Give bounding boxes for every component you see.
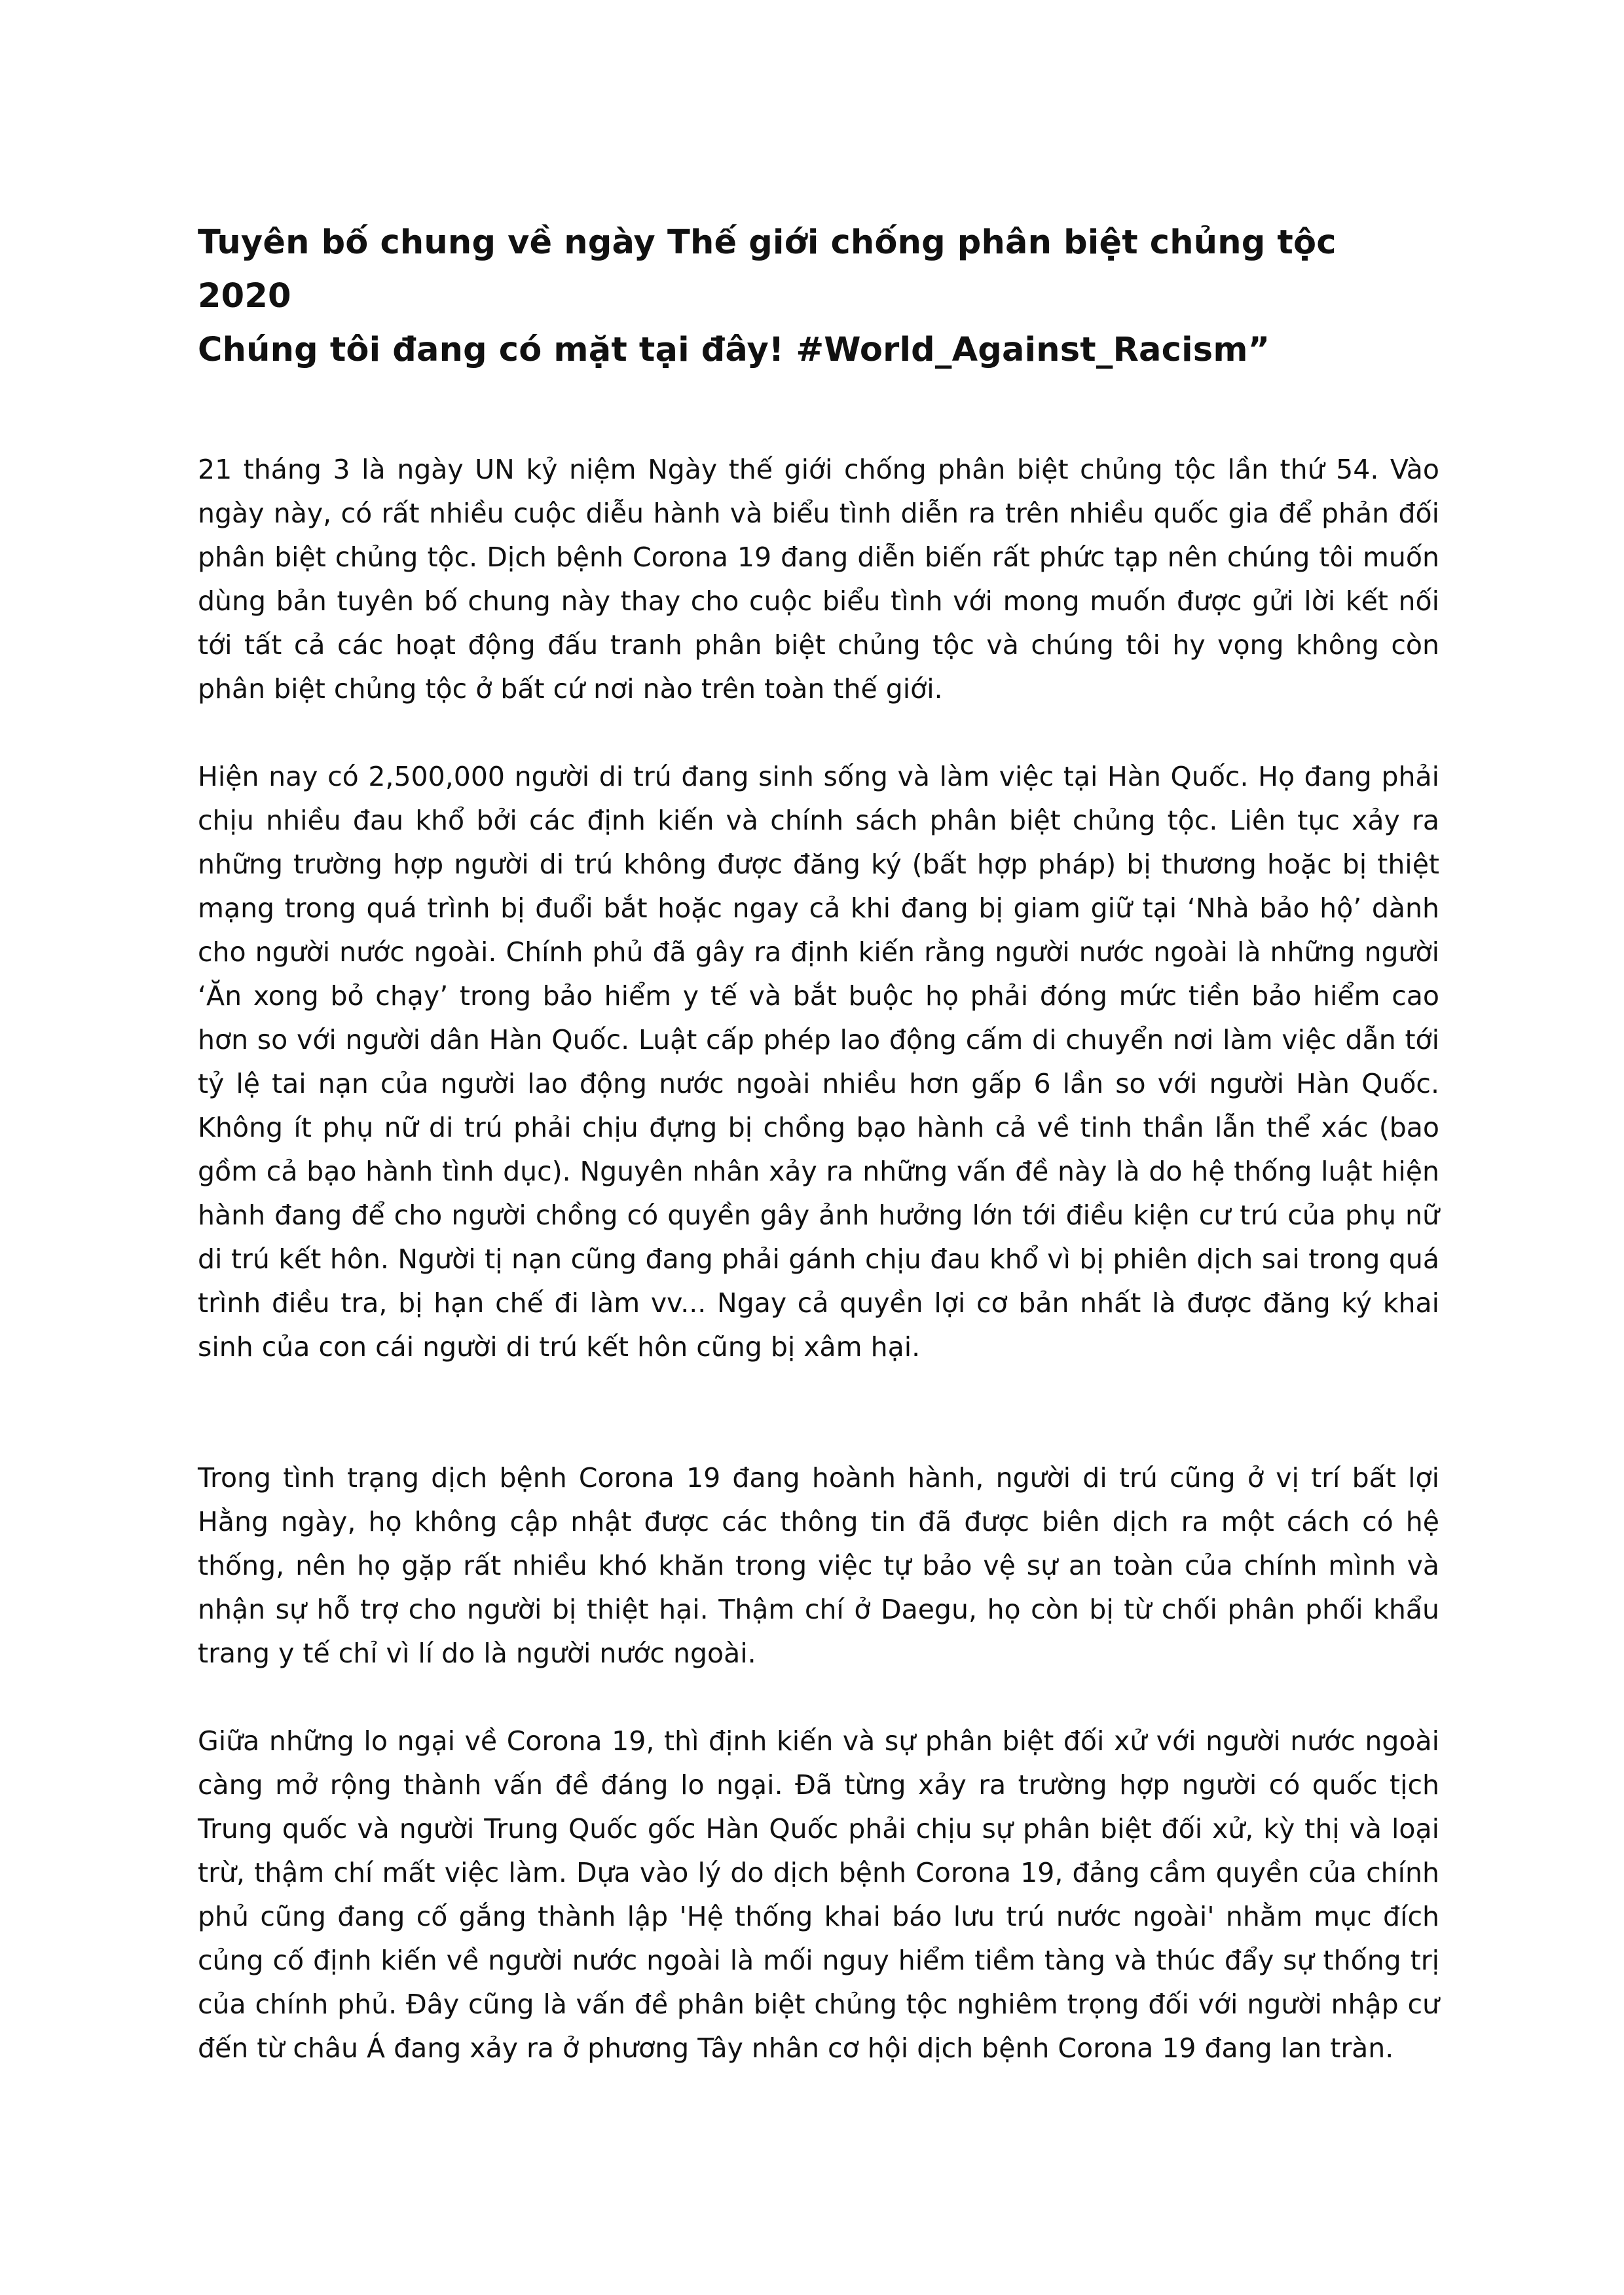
paragraph-2: Hiện nay có 2,500,000 người di trú đang sinh sống và làm việc tại Hàn Quốc. Họ đang phải chịu nhiều đau khổ bởi các định kiến và chính sách phân biệt chủng tộc. Liên tục xảy ra những trường hợp người di trú không được đăng ký (bất hợp pháp) bị thương hoặc bị thiệt mạng trong quá trình bị đuổi bắt hoặc ngay cả khi đang bị giam giữ tại ‘Nhà bảo hộ’ dành cho người nước ngoài. Chính phủ đã gây ra định kiến rằng người nước ngoài là những người ‘Ăn xong bỏ chạy’ trong bảo hiểm y tế và bắt buộc họ phải đóng mức tiền bảo hiểm cao hơn so với người dân Hàn Quốc. Luật cấp phép lao động cấm di chuyển nơi làm việc dẫn tới tỷ lệ tai nạn của người lao động nước ngoài nhiều hơn gấp 6 lần so với người Hàn Quốc. Không ít phụ nữ di trú phải chịu đựng bị chồng bạo hành cả về tinh thần lẫn thể xác (bao gồm cả bạo hành tình dục). Nguyên nhân xảy ra những vấn đề này là do hệ thống luật hiện hành đang để cho người chồng có quyền gây ảnh hưởng lớn tới điều kiện cư trú của phụ nữ di trú kết hôn. Người tị nạn cũng đang phải gánh chịu đau khổ vì bị phiên dịch sai trong quá trình điều tra, bị hạn chế đi làm vv... Ngay cả quyền lợi cơ bản nhất là được đăng ký khai sinh của con cái người di trú kết hôn cũng bị xâm hại. — [198, 761, 1439, 1363]
document-title — [198, 216, 1439, 377]
title-line-2: Chúng tôi đang có mặt tại đây! #World_Against_Racism” — [198, 331, 1270, 369]
paragraph-3: Trong tình trạng dịch bệnh Corona 19 đang hoành hành, người di trú cũng ở vị trí bất lợi Hằng ngày, họ không cập nhật được các thông tin đã được biên dịch ra một cách có hệ thống, nên họ gặp rất nhiều khó khăn trong việc tự bảo vệ sự an toàn của chính mình và nhận sự hỗ trợ cho người bị thiệt hại. Thậm chí ở Daegu, họ còn bị từ chối phân phối khẩu trang y tế chỉ vì lí do là người nước ngoài. — [198, 1462, 1439, 1669]
title-line-1: Tuyên bố chung về ngày Thế giới chống phân biệt chủng tộc 2020 — [198, 223, 1337, 316]
document-content — [198, 216, 1439, 2070]
paragraph-1: 21 tháng 3 là ngày UN kỷ niệm Ngày thế giới chống phân biệt chủng tộc lần thứ 54. Vào ngày này, có rất nhiều cuộc diễu hành và biểu tình diễn ra trên nhiều quốc gia để phản đối phân biệt chủng tộc. Dịch bệnh Corona 19 đang diễn biến rất phức tạp nên chúng tôi muốn dùng bản tuyên bố chung này thay cho cuộc biểu tình với mong muốn được gửi lời kết nối tới tất cả các hoạt động đấu tranh phân biệt chủng tộc và chúng tôi hy vọng không còn phân biệt chủng tộc ở bất cứ nơi nào trên toàn thế giới. — [198, 454, 1439, 705]
paragraph-4: Giữa những lo ngại về Corona 19, thì định kiến và sự phân biệt đối xử với người nước ngoài càng mở rộng thành vấn đề đáng lo ngại. Đã từng xảy ra trường hợp người có quốc tịch Trung quốc và người Trung Quốc gốc Hàn Quốc phải chịu sự phân biệt đối xử, kỳ thị và loại trừ, thậm chí mất việc làm. Dựa vào lý do dịch bệnh Corona 19, đảng cầm quyền của chính phủ cũng đang cố gắng thành lập 'Hệ thống khai báo lưu trú nước ngoài' nhằm mục đích củng cố định kiến về người nước ngoài là mối nguy hiểm tiềm tàng và thúc đẩy sự thống trị của chính phủ. Đây cũng là vấn đề phân biệt chủng tộc nghiêm trọng đối với người nhập cư đến từ châu Á đang xảy ra ở phương Tây nhân cơ hội dịch bệnh Corona 19 đang lan tràn. — [198, 1725, 1439, 2064]
